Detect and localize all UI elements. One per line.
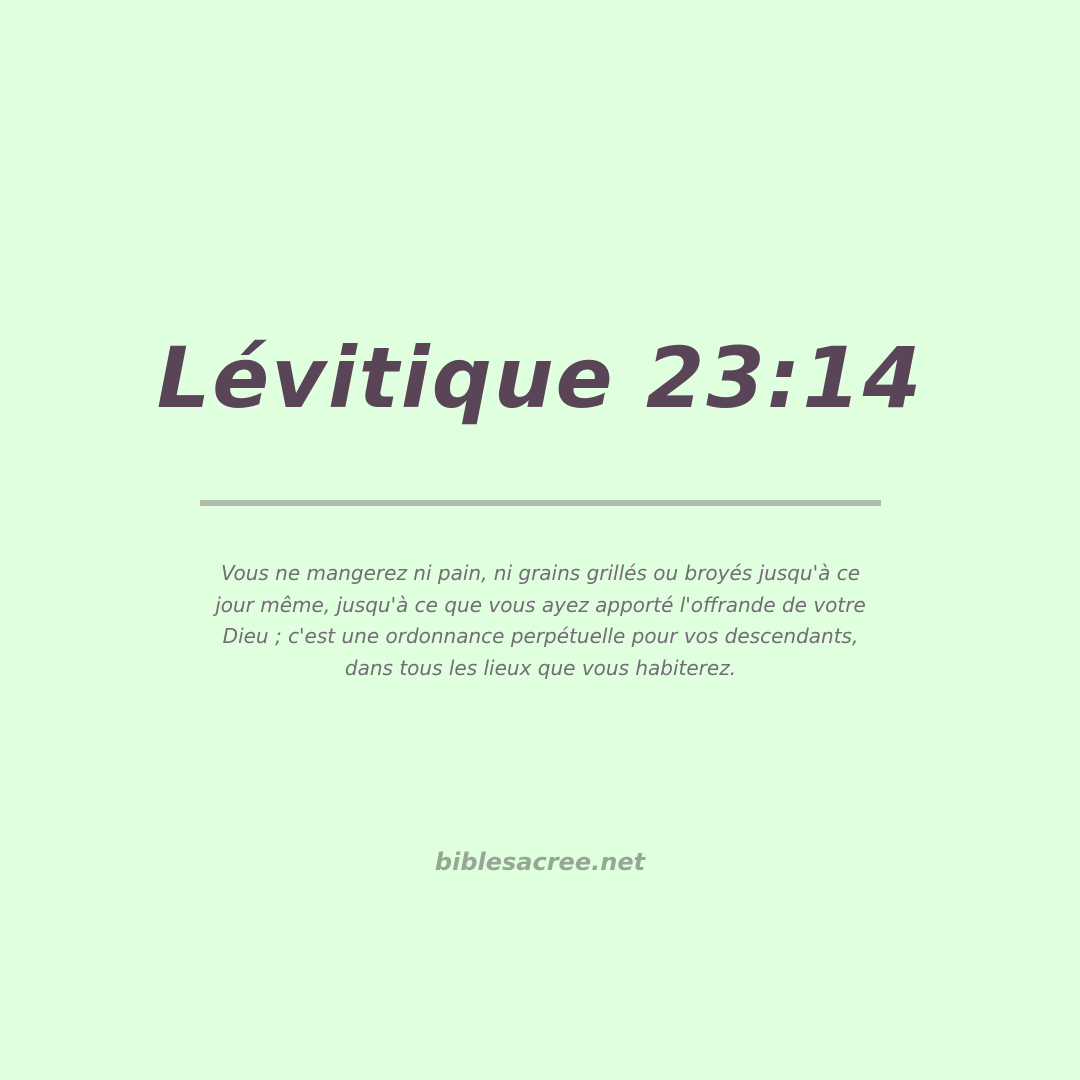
verse-text: Vous ne mangerez ni pain, ni grains grillés ou broyés jusqu'à ce jour même, jusqu'à ce que vous ayez apporté l'offrande de votre Dieu ; c'est une ordonnance perpétuelle pour vos descendants, dans tous les lieux que vous habiterez. <box>215 561 866 680</box>
divider <box>200 500 881 506</box>
website-credit: biblesacree.net <box>434 848 646 876</box>
verse-reference-title: Lévitique 23:14 <box>156 329 924 427</box>
